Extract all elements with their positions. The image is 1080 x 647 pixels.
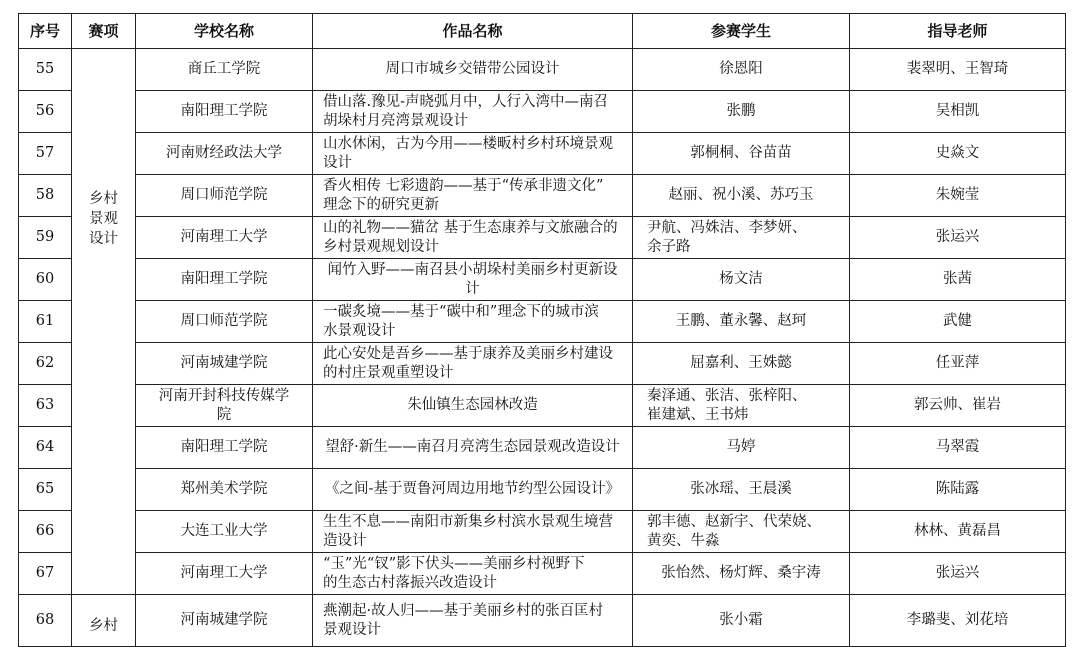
cell-index: 55 [19, 49, 72, 91]
cell-line: 朱仙镇生态园林改造 [407, 397, 538, 413]
table-row [19, 175, 1066, 217]
cell-students [633, 133, 850, 175]
cell-line: 郭丰德、赵新宇、代荣娆、 [647, 513, 821, 530]
header-index: 序号 [19, 14, 72, 49]
cell-students [633, 595, 850, 647]
cell-index: 65 [19, 469, 72, 511]
cell-students [633, 301, 850, 343]
table-row [19, 553, 1066, 595]
cell-line: 余子路 [647, 238, 691, 255]
cell-index: 57 [19, 133, 72, 175]
cell-work [313, 133, 633, 175]
table-row [19, 469, 1066, 511]
cell-line: 张怡然、杨灯辉、桑宇涛 [661, 565, 821, 581]
cell-index: 58 [19, 175, 72, 217]
cell-students [633, 553, 850, 595]
cell-line: 河南城建学院 [180, 355, 268, 371]
header-students: 参赛学生 [633, 14, 850, 49]
header-teacher: 指导老师 [850, 14, 1066, 49]
cell-teacher: 武健 [850, 301, 1066, 343]
table-row [19, 217, 1066, 259]
cell-teacher: 林林、黄磊昌 [850, 511, 1066, 553]
cell-students [633, 49, 850, 91]
cell-index: 68 [19, 595, 72, 647]
header-row [19, 14, 1066, 49]
cell-index: 67 [19, 553, 72, 595]
table-body [19, 49, 1066, 647]
cell-work [313, 259, 633, 301]
cell-work [313, 511, 633, 553]
cell-work [313, 301, 633, 343]
cell-school [136, 301, 313, 343]
cell-teacher: 张运兴 [850, 553, 1066, 595]
cell-students [633, 427, 850, 469]
table-row [19, 343, 1066, 385]
category-line: 景观 [89, 211, 118, 227]
cell-line: 闻竹入野——南召县小胡垛村美丽乡村更新设计 [327, 261, 618, 297]
table-row [19, 301, 1066, 343]
award-list-table [18, 13, 1066, 647]
cell-teacher: 李璐斐、刘花培 [850, 595, 1066, 647]
cell-work [313, 385, 633, 427]
cell-line: 河南城建学院 [180, 612, 268, 628]
cell-index: 63 [19, 385, 72, 427]
cell-teacher: 史焱文 [850, 133, 1066, 175]
cell-teacher: 任亚萍 [850, 343, 1066, 385]
cell-students [633, 217, 850, 259]
cell-students [633, 343, 850, 385]
cell-work [313, 49, 633, 91]
cell-line: 杨文洁 [719, 271, 763, 287]
cell-line: 徐恩阳 [719, 61, 763, 77]
cell-index: 56 [19, 91, 72, 133]
cell-line: 河南开封科技传媒学 [158, 387, 290, 404]
cell-school [136, 511, 313, 553]
header-category: 赛项 [72, 14, 136, 49]
cell-line: 张冰瑶、王晨溪 [690, 481, 792, 497]
cell-line: 赵丽、祝小溪、苏巧玉 [668, 187, 814, 203]
cell-work [313, 595, 633, 647]
cell-line: 山的礼物——猫岔 基于生态康养与文旅融合的 [323, 219, 618, 236]
cell-line: 院 [216, 406, 232, 423]
cell-index: 66 [19, 511, 72, 553]
table-row [19, 91, 1066, 133]
cell-school [136, 427, 313, 469]
cell-line: 屈嘉利、王姝懿 [690, 355, 792, 371]
cell-work [313, 175, 633, 217]
cell-teacher: 郭云帅、崔岩 [850, 385, 1066, 427]
cell-school [136, 595, 313, 647]
cell-line: 景观设计 [323, 621, 381, 638]
cell-line: 张小霜 [719, 612, 763, 628]
cell-students [633, 175, 850, 217]
cell-line: 燕潮起·故人归——基于美丽乡村的张百匡村 [323, 602, 604, 619]
cell-line: 河南理工大学 [180, 229, 268, 245]
cell-index: 62 [19, 343, 72, 385]
cell-line: 商丘工学院 [187, 61, 261, 77]
cell-line: 理念下的研究更新 [323, 196, 439, 213]
cell-line: 黄奕、牛淼 [647, 532, 720, 549]
cell-school [136, 91, 313, 133]
cell-line: 借山落.豫见-声晓弧月中，人行入湾中—南召 [323, 93, 609, 110]
cell-line: 周口市城乡交错带公园设计 [385, 61, 560, 77]
table-row [19, 595, 1066, 647]
cell-teacher: 张茜 [850, 259, 1066, 301]
category-line: 乡村 [89, 191, 118, 207]
category-line: 设计 [89, 231, 118, 247]
cell-line: 河南财经政法大学 [166, 145, 282, 161]
cell-work [313, 343, 633, 385]
cell-line: 郑州美术学院 [180, 481, 268, 497]
cell-students [633, 385, 850, 427]
cell-line: 山水休闲，古为今用——楼畈村乡村环境景观 [323, 135, 613, 152]
cell-line: 南阳理工学院 [180, 271, 268, 287]
cell-line: 造设计 [323, 532, 367, 549]
cell-teacher: 陈陆露 [850, 469, 1066, 511]
cell-line: 南阳理工学院 [180, 439, 268, 455]
cell-school [136, 343, 313, 385]
cell-index: 59 [19, 217, 72, 259]
cell-line: 《之间-基于贾鲁河周边用地节约型公园设计》 [325, 481, 620, 497]
cell-line: 南阳理工学院 [180, 103, 268, 119]
cell-line: 胡垛村月亮湾景观设计 [323, 112, 468, 129]
cell-line: 马婷 [726, 439, 756, 455]
cell-students [633, 469, 850, 511]
cell-line: 的生态古村落振兴改造设计 [323, 574, 497, 591]
cell-students [633, 511, 850, 553]
cell-line: 的村庄景观重塑设计 [323, 364, 454, 381]
cell-work [313, 427, 633, 469]
cell-school [136, 217, 313, 259]
cell-line: 尹航、冯姝洁、李梦妍、 [647, 219, 807, 236]
cell-category-next: 乡村 [72, 595, 136, 647]
cell-index: 60 [19, 259, 72, 301]
cell-line: 望舒·新生——南召月亮湾生态园景观改造设计 [325, 439, 620, 455]
cell-teacher: 张运兴 [850, 217, 1066, 259]
cell-teacher: 马翠霞 [850, 427, 1066, 469]
cell-line: 一碳炙境——基于“碳中和”理念下的城市滨 [323, 303, 599, 320]
cell-line: 王鹏、董永馨、赵珂 [675, 313, 807, 329]
cell-work [313, 553, 633, 595]
cell-teacher: 朱婉莹 [850, 175, 1066, 217]
cell-school [136, 385, 313, 427]
table-row [19, 427, 1066, 469]
cell-school [136, 469, 313, 511]
cell-line: 香火相传 七彩遗韵——基于“传承非遗文化” [323, 177, 604, 194]
cell-index: 61 [19, 301, 72, 343]
cell-line: 水景观设计 [323, 322, 396, 339]
table-row [19, 133, 1066, 175]
cell-students [633, 91, 850, 133]
cell-school [136, 175, 313, 217]
cell-line: 周口师范学院 [180, 187, 268, 203]
table-row [19, 259, 1066, 301]
table-row [19, 49, 1066, 91]
cell-line: 崔建斌、王书炜 [647, 406, 749, 423]
cell-students [633, 259, 850, 301]
cell-school [136, 553, 313, 595]
cell-school [136, 133, 313, 175]
cell-line: 此心安处是吾乡——基于康养及美丽乡村建设 [323, 345, 613, 362]
cell-work [313, 91, 633, 133]
cell-category [72, 49, 136, 595]
cell-school [136, 49, 313, 91]
cell-school [136, 259, 313, 301]
cell-line: 张鹏 [726, 103, 756, 119]
cell-line: 周口师范学院 [180, 313, 268, 329]
cell-work [313, 469, 633, 511]
table-row [19, 511, 1066, 553]
cell-line: 设计 [323, 154, 352, 171]
cell-line: 秦泽通、张洁、张梓阳、 [647, 387, 807, 404]
cell-line: 河南理工大学 [180, 565, 268, 581]
cell-work [313, 217, 633, 259]
cell-line: 乡村景观规划设计 [323, 238, 439, 255]
cell-index: 64 [19, 427, 72, 469]
header-school: 学校名称 [136, 14, 313, 49]
header-work: 作品名称 [313, 14, 633, 49]
cell-line: 大连工业大学 [180, 523, 268, 539]
cell-teacher: 吴相凯 [850, 91, 1066, 133]
cell-line: 生生不息——南阳市新集乡村滨水景观生境营 [323, 513, 613, 530]
cell-line: 郭桐桐、谷苗苗 [690, 145, 792, 161]
cell-teacher: 裴翠明、王智琦 [850, 49, 1066, 91]
table-row [19, 385, 1066, 427]
cell-line: “玉”光“钗”影下伏头——美丽乡村视野下 [323, 555, 585, 572]
